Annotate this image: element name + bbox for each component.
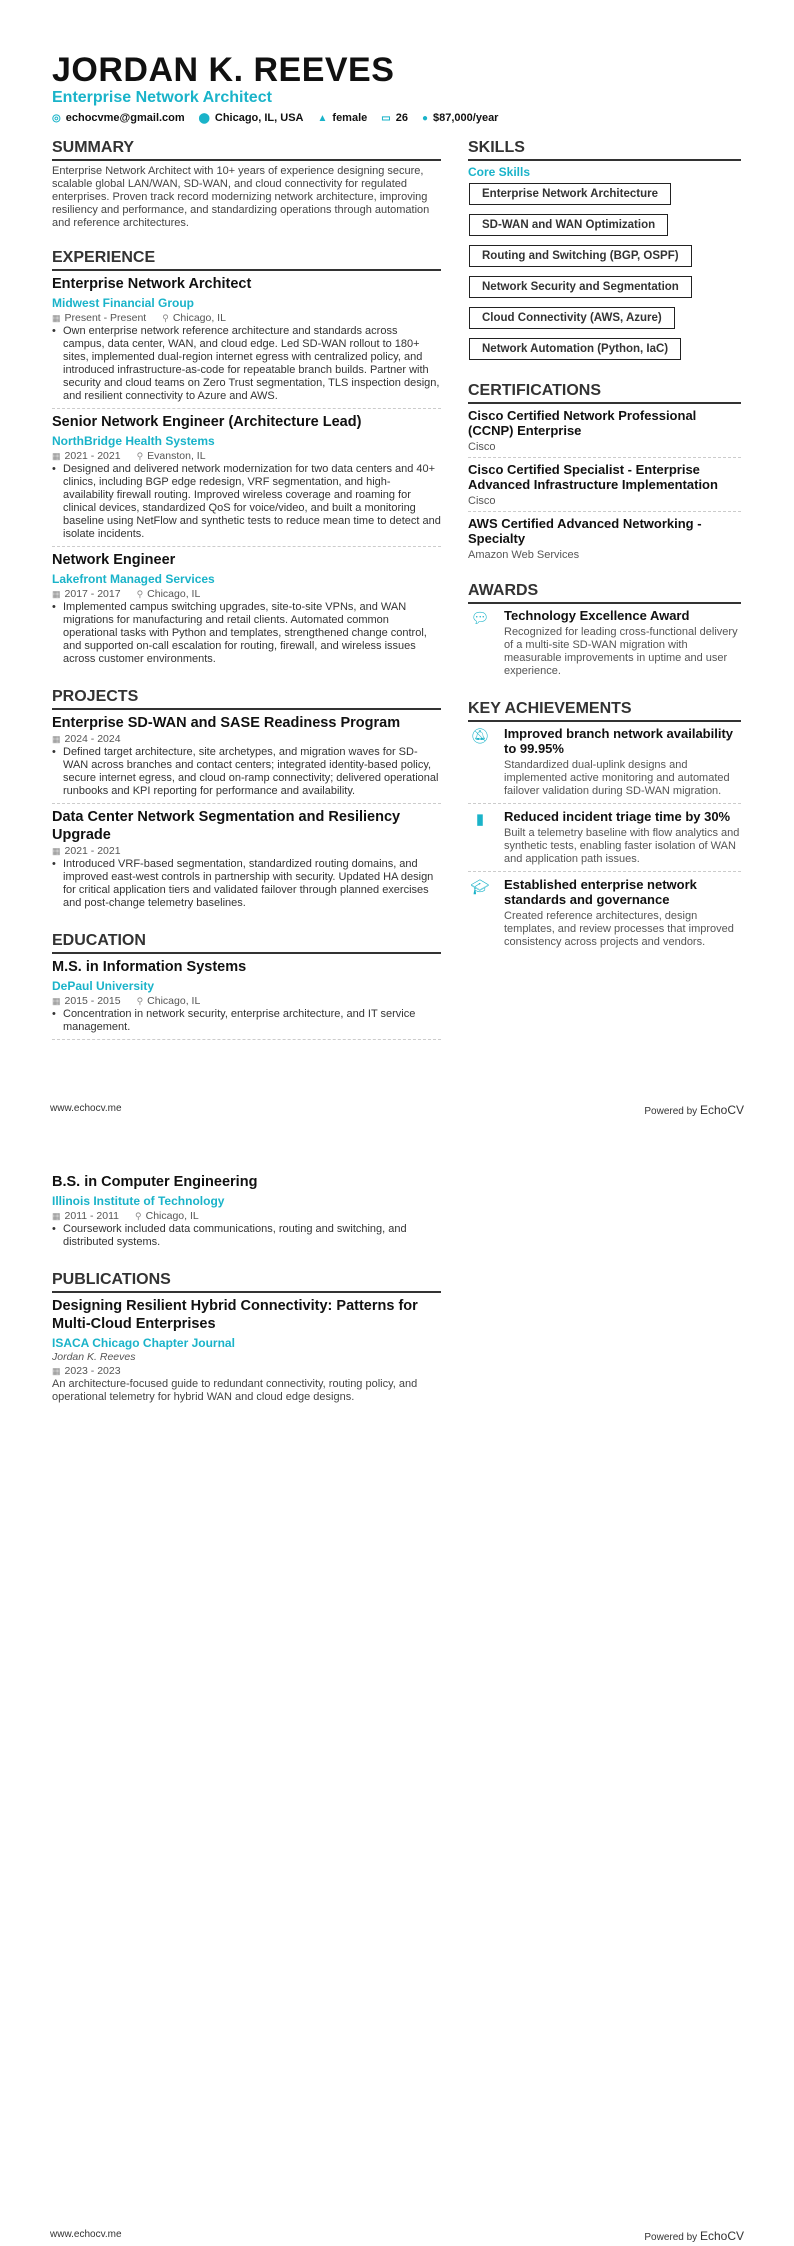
job-bullet: • Own enterprise network reference architecture and standards across campus, data center, WAN, and cloud edge. Led SD-WAN rollout to 180+ sites, implemented dual-region internet egress with centralized policy, and introduced infrastructure-as-code for repeatable branch builds. Partner with security and cloud teams on Zero Trust segmentation, TLS inspection design, and resilient connectivity to Azure and AWS. — [52, 325, 441, 403]
job-title: Senior Network Engineer (Architecture Lead) — [52, 414, 362, 430]
chat-bubble-icon: 💬︎ — [470, 610, 490, 627]
achievement-description: Built a telemetry baseline with flow analytics and synthetic tests, enabling faster isolation of WAN and application path issues. — [504, 827, 740, 865]
job-bullet: • Designed and delivered network modernization for two data centers and 40+ clinics, including BGP edge redesign, VRF segmentation, and high-availability firewall routing. Improved wireless coverage and roaming for clinical devices, standardized QoS for voice/video, and built a monitoring baseline using NetFlow and synthetic tests to reduce mean time to detect and isolate incidents. — [52, 463, 441, 541]
cert-issuer: Cisco — [468, 495, 496, 507]
job-location: Evanston, IL — [147, 450, 206, 462]
salary-icon: ● — [421, 113, 429, 124]
calendar-icon: ▦ — [52, 996, 61, 1006]
section-heading-publications: PUBLICATIONS — [52, 1270, 441, 1293]
experience-item — [52, 275, 441, 409]
project-dates: 2024 - 2024 — [64, 733, 121, 745]
job-dates: 2021 - 2021 — [64, 450, 121, 462]
project-title: Enterprise SD-WAN and SASE Readiness Program — [52, 715, 401, 731]
section-heading-experience: EXPERIENCE — [52, 248, 441, 271]
project-item — [52, 808, 441, 915]
company-name: Lakefront Managed Services — [52, 572, 215, 586]
award-title: Technology Excellence Award — [504, 608, 690, 623]
skill-tag: SD-WAN and WAN Optimization — [469, 214, 668, 236]
person-icon: ▲ — [317, 113, 328, 124]
job-title: Network Engineer — [52, 552, 176, 568]
publication-dates: 2023 - 2023 — [64, 1365, 121, 1377]
achievement-description: Created reference architectures, design templates, and review processes that improved consistency across projects and vendors. — [504, 910, 734, 948]
degree: M.S. in Information Systems — [52, 959, 247, 975]
contact-gender: ▲ female — [317, 112, 368, 124]
skill-tag: Enterprise Network Architecture — [469, 183, 671, 205]
location-icon: ⚲ — [136, 451, 144, 461]
contact-location: ⬤ Chicago, IL, USA — [198, 112, 304, 124]
section-heading-certifications: CERTIFICATIONS — [468, 381, 741, 404]
achievement-item — [468, 877, 741, 954]
skill-tag: Network Security and Segmentation — [469, 276, 692, 298]
left-column — [52, 1173, 441, 1404]
job-location: Chicago, IL — [172, 312, 226, 324]
location-icon: ⚲ — [136, 996, 144, 1006]
achievement-item — [468, 726, 741, 804]
edu-bullet: • Concentration in network security, enterprise architecture, and IT service management. — [52, 1008, 441, 1034]
right-column — [468, 122, 741, 959]
skill-tag: Routing and Switching (BGP, OSPF) — [469, 245, 692, 267]
publication-item — [52, 1297, 441, 1404]
award-description: Recognized for leading cross-functional delivery of a multi-site SD-WAN migration with measurable improvements in uptime and user experience. — [504, 626, 738, 677]
cert-name: AWS Certified Advanced Networking - Specialty — [468, 516, 702, 546]
edu-bullet: • Coursework included data communications, routing and switching, and distributed systems. — [52, 1223, 441, 1249]
email-icon: ◎ — [52, 113, 61, 124]
cert-issuer: Amazon Web Services — [468, 549, 580, 561]
section-heading-projects: PROJECTS — [52, 687, 441, 710]
summary-text: Enterprise Network Architect with 10+ years of experience designing secure, scalable global LAN/WAN, SD-WAN, and cloud connectivity for regulated enterprises. Proven track record modernizing network architecture, improving resiliency and performance, and standardizing operations through automation and reference architectures. — [52, 165, 430, 229]
project-bullet: • Introduced VRF-based segmentation, standardized routing domains, and improved east-west controls in partnership with security. Updated HA design for critical application tiers and validated failover through planned exercises and post-change telemetry baselines. — [52, 858, 441, 910]
cert-name: Cisco Certified Specialist - Enterprise Advanced Infrastructure Implementation — [468, 462, 718, 492]
candidate-title: Enterprise Network Architect — [52, 89, 272, 106]
edu-dates: 2015 - 2015 — [64, 995, 121, 1007]
project-dates: 2021 - 2021 — [64, 845, 121, 857]
project-item — [52, 714, 441, 804]
certification-item — [468, 516, 741, 565]
publication-description: An architecture-focused guide to redundant connectivity, routing policy, and operational telemetry for hybrid WAN and cloud edge designs. — [52, 1378, 418, 1403]
footer-site-link[interactable]: www.echocv.me — [50, 1103, 122, 1114]
calendar-icon: ▦ — [52, 313, 61, 323]
bell-slash-icon: 🔕︎ — [470, 728, 490, 745]
experience-item — [52, 551, 441, 671]
certification-item — [468, 408, 741, 458]
calendar-icon: ▦ — [52, 846, 61, 856]
candidate-name: JORDAN K. REEVES — [52, 51, 395, 89]
degree: B.S. in Computer Engineering — [52, 1174, 258, 1190]
footer-site-link[interactable]: www.echocv.me — [50, 2229, 122, 2240]
section-heading-skills: SKILLS — [468, 138, 741, 161]
publication-author: Jordan K. Reeves — [52, 1351, 136, 1363]
publication-title: Designing Resilient Hybrid Connectivity: Patterns for Multi-Cloud Enterprises — [52, 1298, 418, 1332]
location-icon: ⬤ — [198, 113, 210, 124]
calendar-icon: ▦ — [52, 451, 61, 461]
footer-brand[interactable]: EchoCV — [699, 1103, 744, 1117]
clipboard-icon: ▮ — [475, 811, 485, 828]
skill-tag: Network Automation (Python, IaC) — [469, 338, 681, 360]
company-name: NorthBridge Health Systems — [52, 434, 215, 448]
achievement-title: Established enterprise network standards and governance — [504, 877, 697, 907]
page-footer — [50, 2229, 744, 2243]
graduation-cap-icon: 🎓︎ — [470, 879, 490, 896]
left-column — [52, 122, 441, 1044]
skill-tag: Cloud Connectivity (AWS, Azure) — [469, 307, 675, 329]
calendar-icon: ▭ — [381, 113, 391, 124]
contact-age: ▭ 26 — [381, 112, 408, 124]
cert-name: Cisco Certified Network Professional (CCNP) Enterprise — [468, 408, 697, 438]
education-item — [52, 958, 441, 1040]
experience-item — [52, 413, 441, 547]
school: DePaul University — [52, 979, 155, 993]
edu-dates: 2011 - 2011 — [64, 1210, 120, 1222]
calendar-icon: ▦ — [52, 589, 61, 599]
achievement-title: Improved branch network availability to 99.95% — [504, 726, 734, 756]
cert-issuer: Cisco — [468, 441, 496, 453]
achievement-title: Reduced incident triage time by 30% — [504, 809, 731, 824]
education-item — [52, 1173, 441, 1254]
section-heading-key-achievements: KEY ACHIEVEMENTS — [468, 699, 741, 722]
skill-category: Core Skills — [468, 165, 531, 179]
achievement-item — [468, 809, 741, 872]
job-dates: 2017 - 2017 — [64, 588, 121, 600]
achievement-description: Standardized dual-uplink designs and implemented active monitoring and automated failover validation during SD-WAN migration. — [504, 759, 730, 797]
location-icon: ⚲ — [135, 1211, 142, 1221]
page-footer — [50, 1103, 744, 1117]
section-heading-summary: SUMMARY — [52, 138, 441, 161]
location-icon: ⚲ — [136, 589, 144, 599]
resume-header — [52, 52, 752, 124]
section-heading-education: EDUCATION — [52, 931, 441, 954]
job-bullet: • Implemented campus switching upgrades, site-to-site VPNs, and WAN migrations for manufacturing and retail clients. Automated common operational tasks with Python and templates, strengthened change control, and supported on-call escalation for routing, firewall, and wireless issues across customer environments. — [52, 601, 441, 666]
footer-brand[interactable]: EchoCV — [699, 2229, 744, 2243]
location-icon: ⚲ — [162, 313, 169, 323]
publication-venue: ISACA Chicago Chapter Journal — [52, 1336, 235, 1350]
calendar-icon: ▦ — [52, 734, 61, 744]
job-title: Enterprise Network Architect — [52, 276, 252, 292]
resume-page-2 — [0, 1123, 794, 2246]
contact-email: ◎ echocvme@gmail.com — [52, 112, 185, 124]
award-item — [468, 608, 741, 683]
project-title: Data Center Network Segmentation and Resiliency Upgrade — [52, 809, 401, 843]
job-dates: Present - Present — [64, 312, 147, 324]
footer-powered-label: Powered by — [644, 2232, 700, 2243]
school: Illinois Institute of Technology — [52, 1194, 225, 1208]
calendar-icon: ▦ — [52, 1211, 61, 1221]
project-bullet: • Defined target architecture, site archetypes, and migration waves for SD-WAN across branches and contact centers; integrated identity-based policy, secure internet egress, and cloud on-ramp connectivity; delivered operational runbooks and KPI reporting for performance and availability. — [52, 746, 441, 798]
section-heading-awards: AWARDS — [468, 581, 741, 604]
footer-powered-label: Powered by — [644, 1106, 700, 1117]
calendar-icon: ▦ — [52, 1366, 61, 1376]
company-name: Midwest Financial Group — [52, 296, 195, 310]
edu-location: Chicago, IL — [145, 1210, 199, 1222]
job-location: Chicago, IL — [147, 588, 201, 600]
certification-item — [468, 462, 741, 512]
edu-location: Chicago, IL — [147, 995, 201, 1007]
contact-salary: ● $87,000/year — [421, 112, 499, 124]
